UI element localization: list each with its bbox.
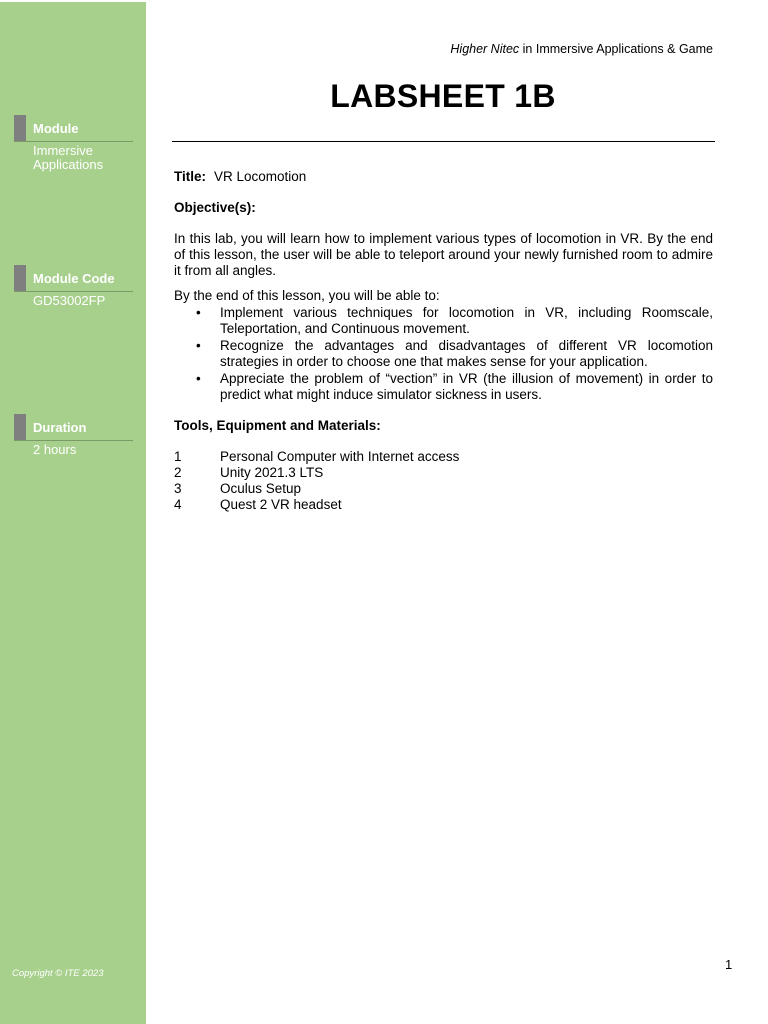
title-row bbox=[174, 169, 713, 185]
intro-paragraph: In this lab, you will learn how to implement various types of locomotion in VR. By the end of this lesson, the user will be able to teleport around your newly furnished room to admire it from all angles. bbox=[174, 231, 713, 278]
page-title: LABSHEET 1B bbox=[330, 78, 556, 114]
title-value: VR Locomotion bbox=[214, 169, 307, 184]
list-item: • Implement various techniques for locomotion in VR, including Roomscale, Teleportation, and Continuous movement. bbox=[196, 305, 713, 336]
title-label: Title: bbox=[174, 169, 207, 184]
list-item: • Appreciate the problem of “vection” in VR (the illusion of movement) in order to predict what might induce simulator sickness in users. bbox=[196, 371, 713, 402]
tools-heading: Tools, Equipment and Materials: bbox=[174, 418, 381, 433]
bullet-icon: • bbox=[196, 305, 201, 320]
module-value: Immersive Applications bbox=[33, 143, 104, 172]
outcomes-lead: By the end of this lesson, you will be able to: bbox=[174, 288, 440, 303]
sidebar bbox=[0, 2, 146, 1024]
outcomes-list bbox=[174, 305, 713, 403]
tools-list bbox=[174, 449, 713, 513]
module-code-label: Module Code bbox=[33, 270, 115, 286]
list-item: 4 Quest 2 VR headset bbox=[174, 497, 342, 512]
module-code-section bbox=[14, 265, 133, 308]
program-em: Higher Nitec bbox=[450, 42, 520, 56]
program-header bbox=[450, 42, 713, 56]
page-number: 1 bbox=[725, 957, 733, 972]
duration-marker bbox=[14, 414, 26, 440]
document-body bbox=[174, 169, 713, 513]
module-marker bbox=[14, 115, 26, 141]
bullet-icon: • bbox=[196, 371, 201, 386]
list-item: 3 Oculus Setup bbox=[174, 481, 302, 496]
module-section bbox=[14, 115, 133, 172]
duration-label: Duration bbox=[33, 419, 87, 435]
duration-section bbox=[14, 414, 133, 457]
duration-value: 2 hours bbox=[33, 442, 77, 457]
module-code-value: GD53002FP bbox=[33, 293, 106, 308]
module-code-marker bbox=[14, 265, 26, 291]
list-item: • Recognize the advantages and disadvantages of different VR locomotion strategies in order to choose one that makes sense for your application. bbox=[196, 338, 713, 369]
list-item: 1 Personal Computer with Internet access bbox=[174, 449, 460, 464]
title-divider bbox=[172, 141, 715, 142]
objective-heading: Objective(s): bbox=[174, 200, 256, 215]
module-label: Module bbox=[33, 120, 79, 136]
list-item: 2 Unity 2021.3 LTS bbox=[174, 465, 324, 480]
program-rest: in Immersive Applications & Game bbox=[519, 42, 713, 56]
copyright: Copyright © ITE 2023 bbox=[12, 968, 104, 979]
bullet-icon: • bbox=[196, 338, 201, 353]
